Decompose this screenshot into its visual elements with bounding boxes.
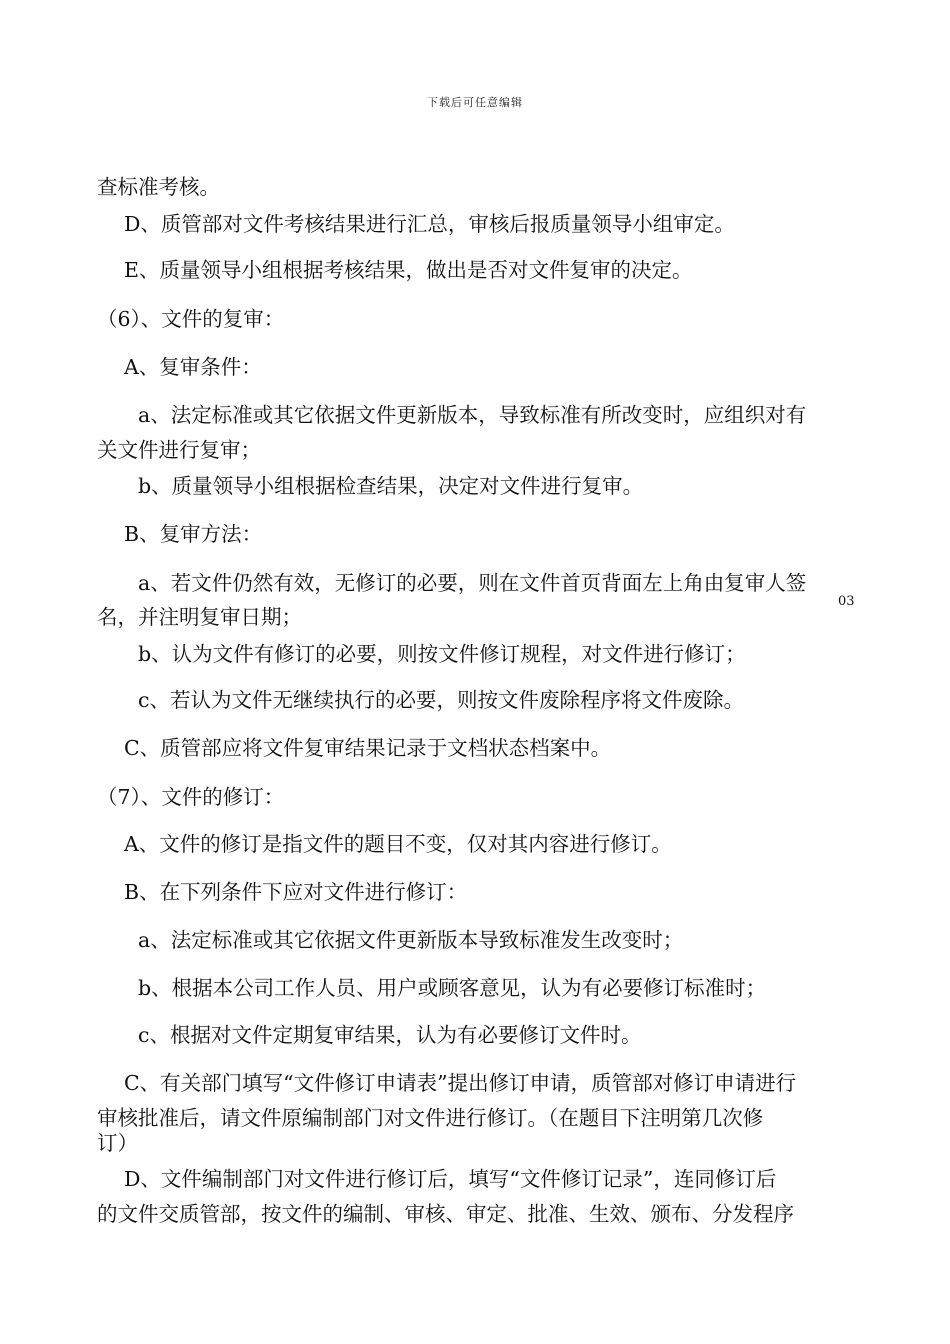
text-line: c、若认为文件无继续执行的必要，则按文件废除程序将文件废除。: [138, 688, 744, 712]
section-heading: （7）、文件的修订：: [97, 785, 285, 809]
text-line: c、根据对文件定期复审结果，认为有必要修订文件时。: [138, 1023, 642, 1047]
text-line: A、复审条件：: [124, 355, 262, 379]
text-line: a、法定标准或其它依据文件更新版本导致标准发生改变时；: [138, 928, 684, 952]
text-line: C、质管部应将文件复审结果记录于文档状态档案中。: [124, 736, 612, 760]
text-line: 审核批准后，请文件原编制部门对文件进行修订。（在题目下注明第几次修: [97, 1106, 764, 1130]
text-line: a、法定标准或其它依据文件更新版本，导致标准有所改变时，应组织对有: [138, 403, 807, 427]
text-line: 关文件进行复审；: [97, 438, 261, 462]
page-header: 下载后可任意编辑: [427, 96, 523, 109]
text-line: B、复审方法：: [124, 522, 263, 546]
text-line: B、在下列条件下应对文件进行修订：: [124, 880, 468, 904]
text-line: b、认为文件有修订的必要，则按文件修订规程，对文件进行修订；: [138, 642, 746, 666]
text-line: 查标准考核。: [97, 175, 220, 199]
section-heading: （6）、文件的复审：: [97, 307, 285, 331]
text-line: b、根据本公司工作人员、用户或顾客意见，认为有必要修订标准时；: [138, 976, 767, 1000]
text-line: C、有关部门填写“文件修订申请表”提出修订申请，质管部对修订申请进行: [124, 1071, 797, 1095]
text-line: a、若文件仍然有效，无修订的必要，则在文件首页背面左上角由复审人签: [138, 571, 807, 595]
text-line: D、质管部对文件考核结果进行汇总，审核后报质量领导小组审定。: [124, 212, 735, 236]
page-number: 03: [838, 594, 855, 609]
text-line: A、文件的修订是指文件的题目不变，仅对其内容进行修订。: [124, 832, 672, 856]
text-line: 的文件交质管部，按文件的编制、审核、审定、批准、生效、颁布、分发程序: [97, 1202, 794, 1226]
text-line: D、文件编制部门对文件进行修订后，填写“文件修订记录”，连同修订后: [124, 1167, 777, 1191]
text-line: b、质量领导小组根据检查结果，决定对文件进行复审。: [138, 474, 644, 498]
text-line: E、质量领导小组根据考核结果，做出是否对文件复审的决定。: [124, 258, 693, 282]
text-line: 订）: [97, 1131, 138, 1155]
text-line: 名，并注明复审日期；: [97, 605, 302, 629]
